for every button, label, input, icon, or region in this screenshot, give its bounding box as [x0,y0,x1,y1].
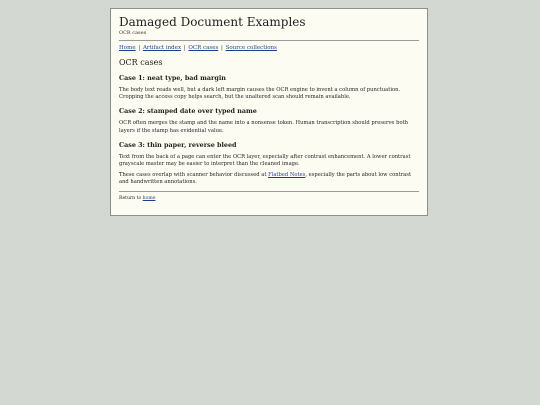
case-1-text: The body text reads well, but a dark left margin causes the OCR engine to invent a column of punctuation. Cropping the access copy helps search, but the unaltered scan should remain available. [119,87,401,101]
header-divider [119,40,419,41]
case-2-title: Case 2: stamped date over typed name [119,107,257,116]
closing-text-before: These cases overlap with scanner behavior discussed at [119,172,269,179]
site-title: Damaged Document Examples [119,15,306,29]
case-2-text: OCR often merges the stamp and the name into a nonsense token. Human transcription should preserve both layers if the stamp has evidential value. [119,120,408,134]
nav-separator: | [183,45,186,51]
nav-link-ocr-cases[interactable]: OCR cases [188,45,219,51]
footer-home-link[interactable]: home [142,195,156,201]
closing-text-after: , especially the parts about low contrast and handwritten annotations. [119,172,412,186]
nav-link-home[interactable]: Home [119,45,136,51]
case-3-text: Text from the back of a page can enter the OCR layer, especially after contrast enhancement. A lower contrast grayscale master may be easier to interpret than the cleaned image. [119,153,411,168]
nav-link-artifact-index[interactable]: Artifact index [142,45,182,51]
page-heading: OCR cases [119,58,163,67]
closing-paragraph [119,172,419,186]
page-container [110,8,428,216]
case-3-title: Case 3: thin paper, reverse bleed [119,140,237,149]
nav-bar [119,45,419,52]
case-1-title: Case 1: neat type, bad margin [119,74,226,82]
nav-separator: | [138,45,141,51]
site-tagline: OCR cases [119,30,147,36]
footer-prefix: Return to [119,195,143,201]
footer [119,196,419,202]
footer-divider [119,191,419,192]
nav-link-source-collections[interactable]: Source collections [225,45,277,51]
nav-separator: | [221,45,223,51]
flatbed-notes-link[interactable]: Flatbed Notes [268,172,306,179]
